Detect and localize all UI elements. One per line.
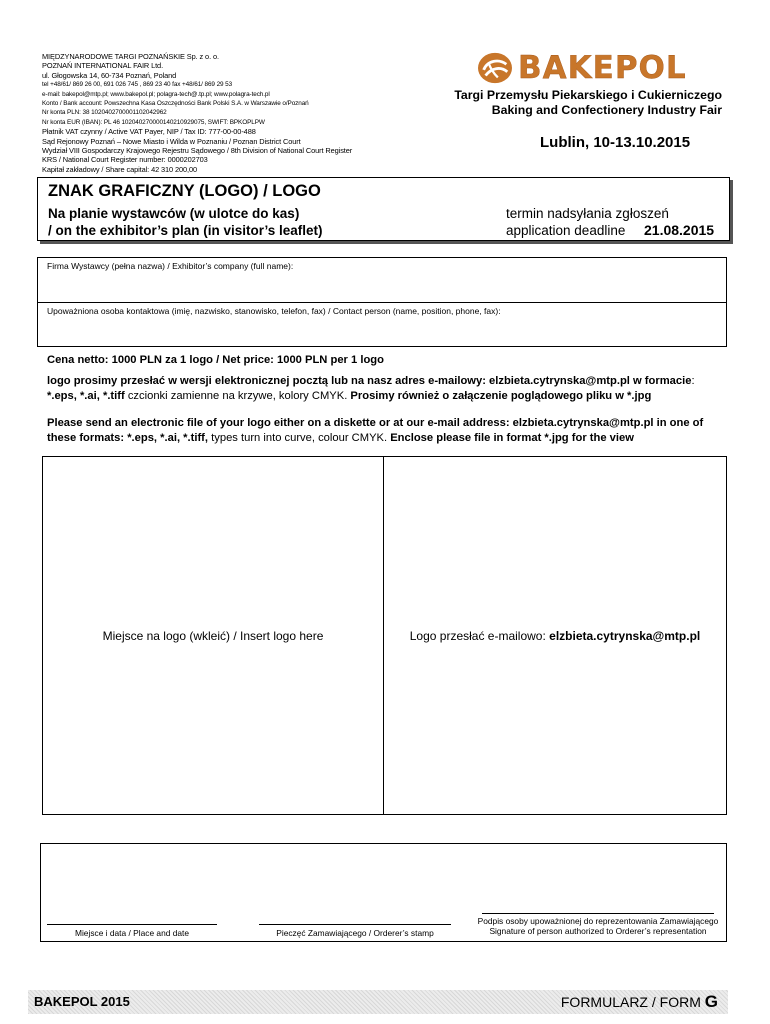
croissant-icon [476, 51, 514, 85]
deadline-label-en: application deadline [506, 223, 626, 238]
footer-form-id [561, 992, 718, 1012]
brand-wordmark: BAKEPOL [518, 50, 687, 86]
footer-form-letter: G [704, 992, 718, 1011]
send-logo-hint [384, 629, 726, 643]
signature-label-pl: Podpis osoby upoważnionej do reprezentowania Zamawiającego [477, 916, 719, 926]
deadline-label-pl: termin nadsyłania zgłoszeń [506, 206, 669, 221]
form-subtitle [48, 205, 323, 239]
company-line: Konto / Bank account: Powszechna Kasa Oszczędności Bank Polski S.A. w Warszawie o/Poznań [42, 100, 309, 108]
form-title-box [37, 177, 730, 241]
signature-line [482, 913, 714, 914]
signature-area [40, 843, 727, 942]
instructions-en-a: Please send an electronic file of your logo either on a diskette or at our e-mail address: elzbieta.cytrynska@mtp.pl in one of these formats: *.eps, *.ai, *.tiff, [47, 417, 704, 444]
footer-event: BAKEPOL 2015 [34, 994, 130, 1009]
stamp-field[interactable] [259, 924, 451, 938]
company-line: POZNAŃ INTERNATIONAL FAIR Ltd. [42, 61, 164, 71]
instructions-pl-b: : [691, 375, 695, 387]
company-name-field[interactable] [37, 257, 727, 303]
footer-bar [28, 990, 728, 1014]
contact-person-field[interactable] [37, 302, 727, 347]
company-line: tel +48/61/ 869 26 00, 691 026 745 , 869 23 40 fax +48/61/ 869 29 53 [42, 81, 233, 89]
instructions-en-c: Enclose please file in format *.jpg for the view [390, 432, 634, 444]
fair-name-pl: Targi Przemysłu Piekarskiego i Cukierniczego [454, 88, 722, 102]
signature-label-en: Signature of person authorized to Orderer’s representation [489, 926, 707, 936]
company-info [42, 52, 442, 174]
insert-logo-placeholder[interactable]: Miejsce na logo (wkleić) / Insert logo here [102, 629, 324, 643]
instructions-pl-a: logo prosimy przesłać w wersji elektronicznej pocztą lub na nasz adres e-mailowy: elzbieta.cytrynska@mtp.pl w formacie [47, 375, 692, 387]
instructions-pl-e: Prosimy również o załączenie poglądowego pliku w *.jpg [350, 390, 652, 402]
contact-person-label: Upoważniona osoba kontaktowa (imię, nazwisko, stanowisko, telefon, fax) / Contact person (name, position, phone, fax): [47, 306, 501, 316]
company-line: e-mail: bakepol@mtp.pl; www.bakepol.pl; polagra-tech@.tp.pl; www.polagra-tech.pl [42, 90, 270, 98]
place-date-label: Miejsce i data / Place and date [74, 928, 190, 938]
company-line: Nr konta PLN: 38 1020402700001102042962 [42, 109, 167, 117]
bakepol-logo [476, 50, 716, 86]
company-line: Nr konta EUR (IBAN): PL 46 102040270000140210929075, SWIFT: BPKOPLPW [42, 118, 265, 126]
footer-form-label: FORMULARZ / FORM [560, 994, 705, 1010]
signature-field[interactable] [468, 913, 728, 936]
stamp-line [259, 924, 451, 925]
fair-name [454, 88, 722, 118]
company-line: Wydział VIII Gospodarczy Krajowego Rejestru Sądowego / 8th Division of National Court Register [42, 146, 353, 156]
price-info: Cena netto: 1000 PLN za 1 logo / Net price: 1000 PLN per 1 logo [47, 354, 384, 366]
instructions-pl [47, 374, 727, 404]
company-name-label: Firma Wystawcy (pełna nazwa) / Exhibitor’s company (full name): [47, 261, 294, 271]
form-subtitle-pl: Na planie wystawców (w ulotce do kas) [48, 206, 300, 221]
company-line: KRS / National Court Register number: 0000202703 [42, 155, 208, 165]
stamp-label: Pieczęć Zamawiającego / Orderer’s stamp [276, 928, 434, 938]
fair-name-en: Baking and Confectionery Industry Fair [491, 103, 722, 117]
place-date-line [47, 924, 217, 925]
send-logo-prefix: Logo przesłać e-mailowo: [409, 629, 550, 643]
logo-upload-area [42, 456, 727, 815]
company-line: Kapitał zakładowy / Share capital: 42 310 200,00 [42, 164, 198, 174]
send-logo-email[interactable]: elzbieta.cytrynska@mtp.pl [549, 629, 701, 643]
instructions-en [47, 416, 727, 446]
company-line: MIĘDZYNARODOWE TARGI POZNAŃSKIE Sp. z o. o. [42, 52, 219, 61]
company-line: Sąd Rejonowy Poznań – Nowe Miasto i Wilda w Poznaniu / Poznan District Court [42, 136, 301, 146]
instructions-en-b: types turn into curve, colour CMYK. [208, 432, 391, 444]
deadline-date: 21.08.2015 [644, 222, 715, 238]
form-title: ZNAK GRAFICZNY (LOGO) / LOGO [48, 182, 321, 200]
place-date-field[interactable] [47, 924, 217, 938]
company-line: Płatnik VAT czynny / Active VAT Payer, NIP / Tax ID: 777-00-00-488 [42, 127, 256, 137]
instructions-pl-d: czcionki zamienne na krzywe, kolory CMYK. [124, 390, 351, 402]
company-line: ul. Głogowska 14, 60-734 Poznań, Poland [42, 70, 177, 80]
form-subtitle-en: / on the exhibitor’s plan (in visitor’s leaflet) [48, 223, 323, 238]
instructions-pl-c: *.eps, *.ai, *.tiff [47, 390, 125, 402]
fair-location-dates: Lublin, 10-13.10.2015 [540, 134, 691, 151]
